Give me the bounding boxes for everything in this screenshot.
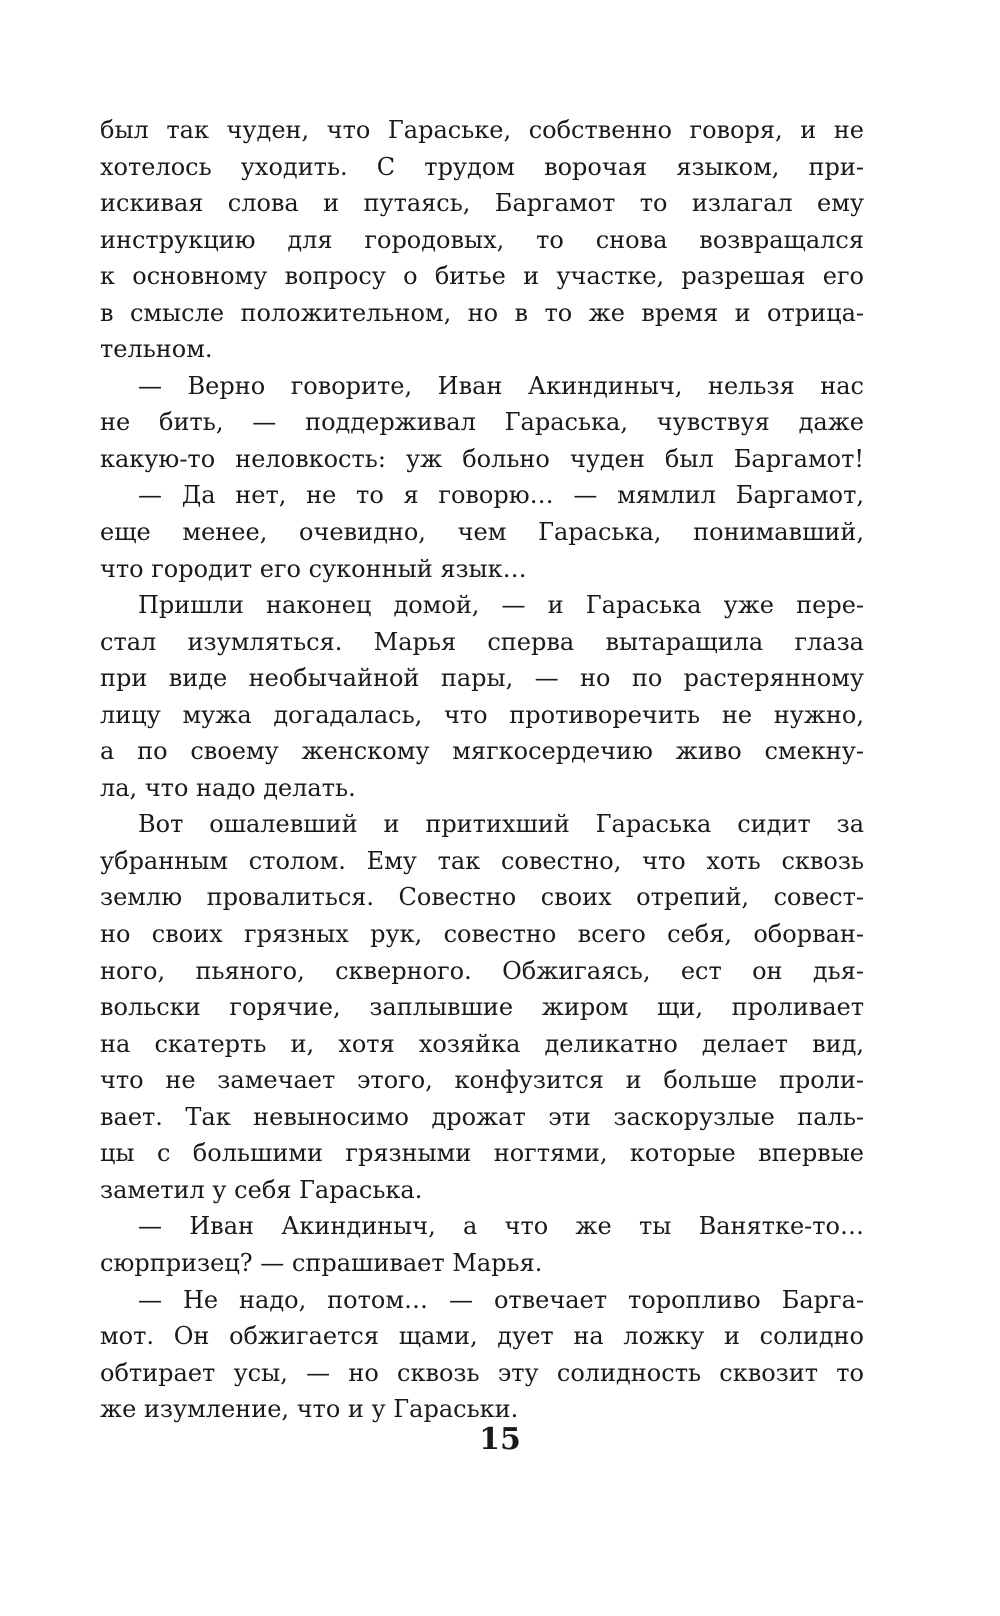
text-line: — Иван Акиндиныч, а что же ты Ванятке-то… bbox=[138, 1212, 864, 1241]
page-body bbox=[100, 112, 864, 1428]
text-line: Вот ошалевший и притихший Гараська сидит за bbox=[138, 810, 864, 839]
text-line: Пришли наконец домой, — и Гараська уже пере- bbox=[138, 591, 864, 620]
text-line: мот. Он обжигается щами, дует на ложку и солидно bbox=[100, 1322, 864, 1351]
text-line: на скатерть и, хотя хозяйка деликатно делает вид, bbox=[100, 1029, 864, 1058]
text-line: что городит его суконный язык… bbox=[100, 554, 527, 583]
text-line: искивая слова и путаясь, Баргамот то излагал ему bbox=[100, 189, 864, 218]
page-number: 15 bbox=[479, 1422, 521, 1457]
text-line: — Не надо, потом… — отвечает торопливо Барга- bbox=[138, 1285, 864, 1314]
text-line: не бить, — поддерживал Гараська, чувствуя даже bbox=[100, 408, 864, 437]
text-line: лицу мужа догадалась, что противоречить не нужно, bbox=[100, 700, 864, 729]
text-line: а по своему женскому мягкосердечию живо смекну- bbox=[100, 737, 864, 766]
text-line: сюрпризец? — спрашивает Марья. bbox=[100, 1248, 543, 1277]
text-line: тельном. bbox=[100, 335, 213, 364]
text-line: был так чуден, что Гараське, собственно говоря, и не bbox=[100, 116, 864, 144]
text-line: заметил у себя Гараська. bbox=[100, 1175, 423, 1204]
text-line: вольски горячие, заплывшие жиром щи, проливает bbox=[100, 993, 864, 1022]
text-line: к основному вопросу о битье и участке, разрешая его bbox=[100, 262, 864, 291]
text-line: в смысле положительном, но в то же время и отрица- bbox=[100, 298, 864, 327]
text-line: ла, что надо делать. bbox=[100, 773, 356, 802]
text-line: вает. Так невыносимо дрожат эти заскорузлые паль- bbox=[100, 1102, 864, 1131]
text-line: землю провалиться. Совестно своих отрепий, совест- bbox=[100, 883, 864, 912]
text-line: цы с большими грязными ногтями, которые впервые bbox=[100, 1139, 864, 1168]
text-line: но своих грязных рук, совестно всего себя, оборван- bbox=[100, 920, 864, 949]
text-line: же изумление, что и у Гараськи. bbox=[100, 1395, 519, 1424]
text-line: хотелось уходить. С трудом ворочая языком, при- bbox=[100, 152, 864, 181]
text-line: обтирает усы, — но сквозь эту солидность сквозит то bbox=[100, 1358, 864, 1387]
text-line: какую-то неловкость: уж больно чуден был Баргамот! bbox=[100, 444, 864, 473]
text-line: при виде необычайной пары, — но по растерянному bbox=[100, 664, 864, 693]
text-line: — Да нет, не то я говорю… — мямлил Баргамот, bbox=[138, 481, 864, 510]
text-line: инструкцию для городовых, то снова возвращался bbox=[100, 225, 864, 254]
text-line: ного, пьяного, скверного. Обжигаясь, ест он дья- bbox=[100, 956, 864, 985]
text-line: что не замечает этого, конфузится и больше проли- bbox=[100, 1066, 864, 1095]
text-line: убранным столом. Ему так совестно, что хоть сквозь bbox=[100, 846, 864, 875]
text-line: еще менее, очевидно, чем Гараська, понимавший, bbox=[100, 518, 864, 547]
text-line: стал изумляться. Марья сперва вытаращила глаза bbox=[100, 627, 864, 656]
text-line: — Верно говорите, Иван Акиндиныч, нельзя нас bbox=[138, 371, 864, 400]
